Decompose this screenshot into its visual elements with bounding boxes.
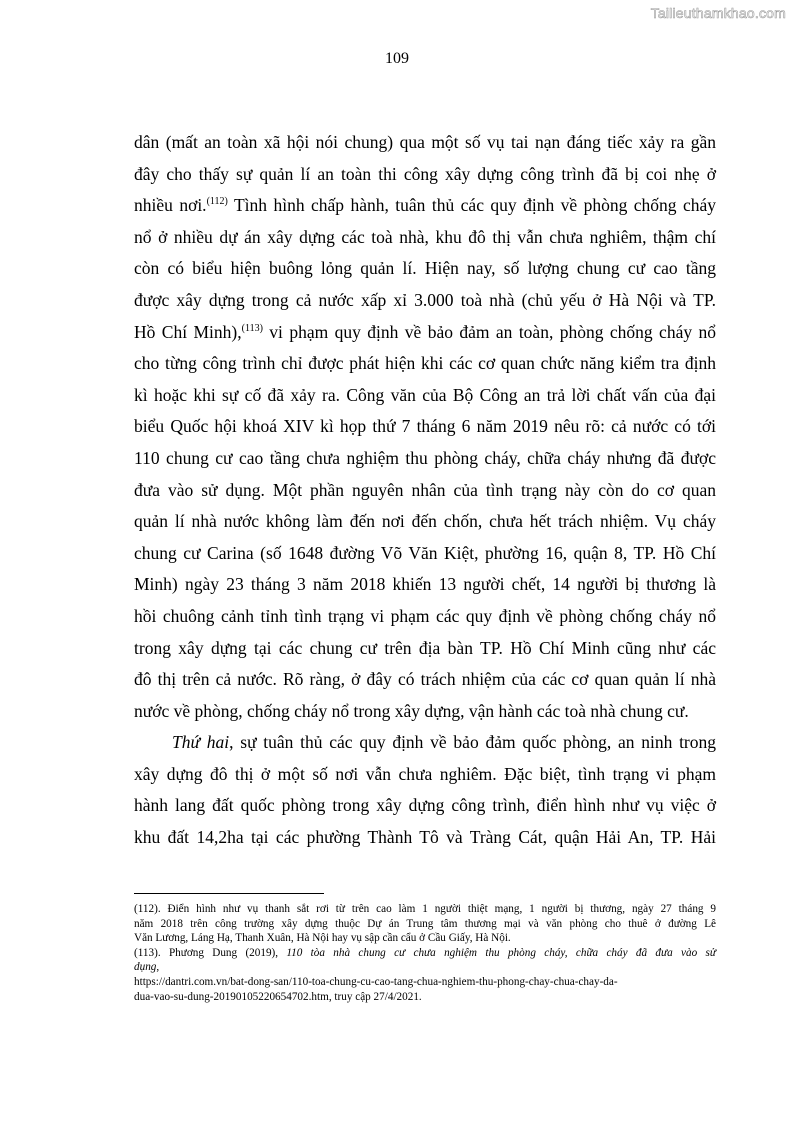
text-line: dân (mất an toàn xã hội nói chung) qua một số vụ tai nạn đáng tiếc xảy ra gần	[134, 132, 716, 152]
text-line: kì hoặc khi sự cố đã xảy ra. Công văn của Bộ Công an trả lời chất vấn của đại	[134, 384, 716, 405]
text-line	[134, 190, 716, 222]
text-line: biểu Quốc hội khoá XIV kì họp thứ 7 tháng 6 năm 2019 nêu rõ: cả nước có tới	[134, 416, 716, 437]
footnote-line	[134, 946, 716, 961]
footnote-url[interactable]: https://dantri.com.vn/bat-dong-san/110-toa-chung-cu-cao-tang-chua-nghiem-thu-phong-chay-chua-chay-da-	[134, 975, 618, 988]
watermark: Tailieuthamkhao.com	[650, 5, 786, 21]
text-line: hành lang đất quốc phòng trong xây dựng công trình, điển hình như vụ việc ở	[134, 795, 716, 816]
footnote-ref-113[interactable]: (113)	[241, 322, 263, 334]
body-text	[134, 127, 716, 854]
footnote-line: Văn Lương, Láng Hạ, Thanh Xuân, Hà Nội hay vụ sập cần cẩu ở Cầu Giấy, Hà Nội.	[134, 932, 511, 945]
footnote-lead: (113). Phương Dung (2019),	[134, 946, 287, 959]
footnote-line	[134, 960, 716, 975]
text-line: nổ ở nhiều dự án xây dựng các toà nhà, khu đô thị vẫn chưa nghiêm, thậm chí	[134, 226, 716, 247]
text-line: đây cho thấy sự quản lí an toàn thi công xây dựng công trình đã bị coi nhẹ ở	[134, 163, 716, 184]
text-line: trong xây dựng tại các chung cư trên địa bàn TP. Hồ Chí Minh cũng như các	[134, 637, 716, 658]
text-line	[134, 727, 716, 759]
text-run: Hồ Chí Minh),	[134, 321, 242, 342]
text-line: chung cư Carina (số 1648 đường Võ Văn Kiệt, phường 16, quận 8, TP. Hồ Chí	[134, 542, 716, 563]
text-line: quản lí nhà nước không làm đến nơi đến chốn, chưa hết trách nhiệm. Vụ cháy	[134, 511, 716, 532]
text-line: nước về phòng, chống cháy nổ trong xây dựng, vận hành các toà nhà chung cư.	[134, 700, 689, 721]
text-line: đưa vào sử dụng. Một phần nguyên nhân của tình trạng này còn do cơ quan	[134, 479, 716, 500]
text-line: hồi chuông cảnh tỉnh tình trạng vi phạm các quy định về phòng chống cháy nổ	[134, 605, 716, 626]
footnote-title: 110 tòa nhà chung cư chưa nghiệm thu phòng cháy, chữa cháy đã đưa vào sử	[286, 946, 716, 959]
footnote-separator	[134, 893, 324, 894]
text-line: khu đất 14,2ha tại các phường Thành Tô và Tràng Cát, quận Hải An, TP. Hải	[134, 827, 716, 848]
footnotes	[134, 902, 716, 1004]
footnote-line: năm 2018 trên công trường xây dựng thuộc Dự án Trung tâm thương mại và văn phòng cho thuê ở đường Lê	[134, 917, 716, 930]
text-line: cho từng công trình chỉ được phát hiện khi các cơ quan chức năng kiểm tra định	[134, 353, 716, 374]
text-run: , sự tuân thủ các quy định về bảo đảm quốc phòng, an ninh trong	[229, 732, 717, 753]
text-run: nhiều nơi.	[134, 195, 207, 216]
text-line	[134, 317, 716, 349]
text-line: xây dựng đô thị ở một số nơi vẫn chưa nghiêm. Đặc biệt, tình trạng vi phạm	[134, 763, 716, 784]
text-line: Minh) ngày 23 tháng 3 năm 2018 khiến 13 người chết, 14 người bị thương là	[134, 574, 716, 595]
text-line: đô thị trên cả nước. Rõ ràng, ở đây có trách nhiệm của các cơ quan quản lí nhà	[134, 669, 716, 690]
page-number: 109	[385, 50, 409, 67]
text-line: còn có biểu hiện buông lỏng quản lí. Hiện nay, số lượng chung cư cao tầng	[134, 258, 716, 279]
footnote-url[interactable]: dua-vao-su-dung-20190105220654702.htm, truy cập 27/4/2021.	[134, 990, 422, 1003]
footnote-punct: ,	[156, 961, 160, 974]
footnote-title: dụng	[134, 961, 157, 974]
footnote-line: (112). Điển hình như vụ thanh sắt rơi từ trên cao làm 1 người thiệt mạng, 1 người bị thương, ngày 27 tháng 9	[134, 903, 716, 915]
text-line: được xây dựng trong cả nước xấp xỉ 3.000 toà nhà (chủ yếu ở Hà Nội và TP.	[134, 289, 716, 310]
text-line: 110 chung cư cao tầng chưa nghiệm thu phòng cháy, chữa cháy nhưng đã được	[134, 447, 716, 468]
italic-heading: Thứ hai	[172, 732, 230, 753]
footnote-ref-112[interactable]: (112)	[206, 196, 228, 208]
text-run: Tình hình chấp hành, tuân thủ các quy định về phòng chống cháy	[227, 195, 717, 216]
text-run: vi phạm quy định về bảo đảm an toàn, phòng chống cháy nổ	[262, 321, 716, 342]
